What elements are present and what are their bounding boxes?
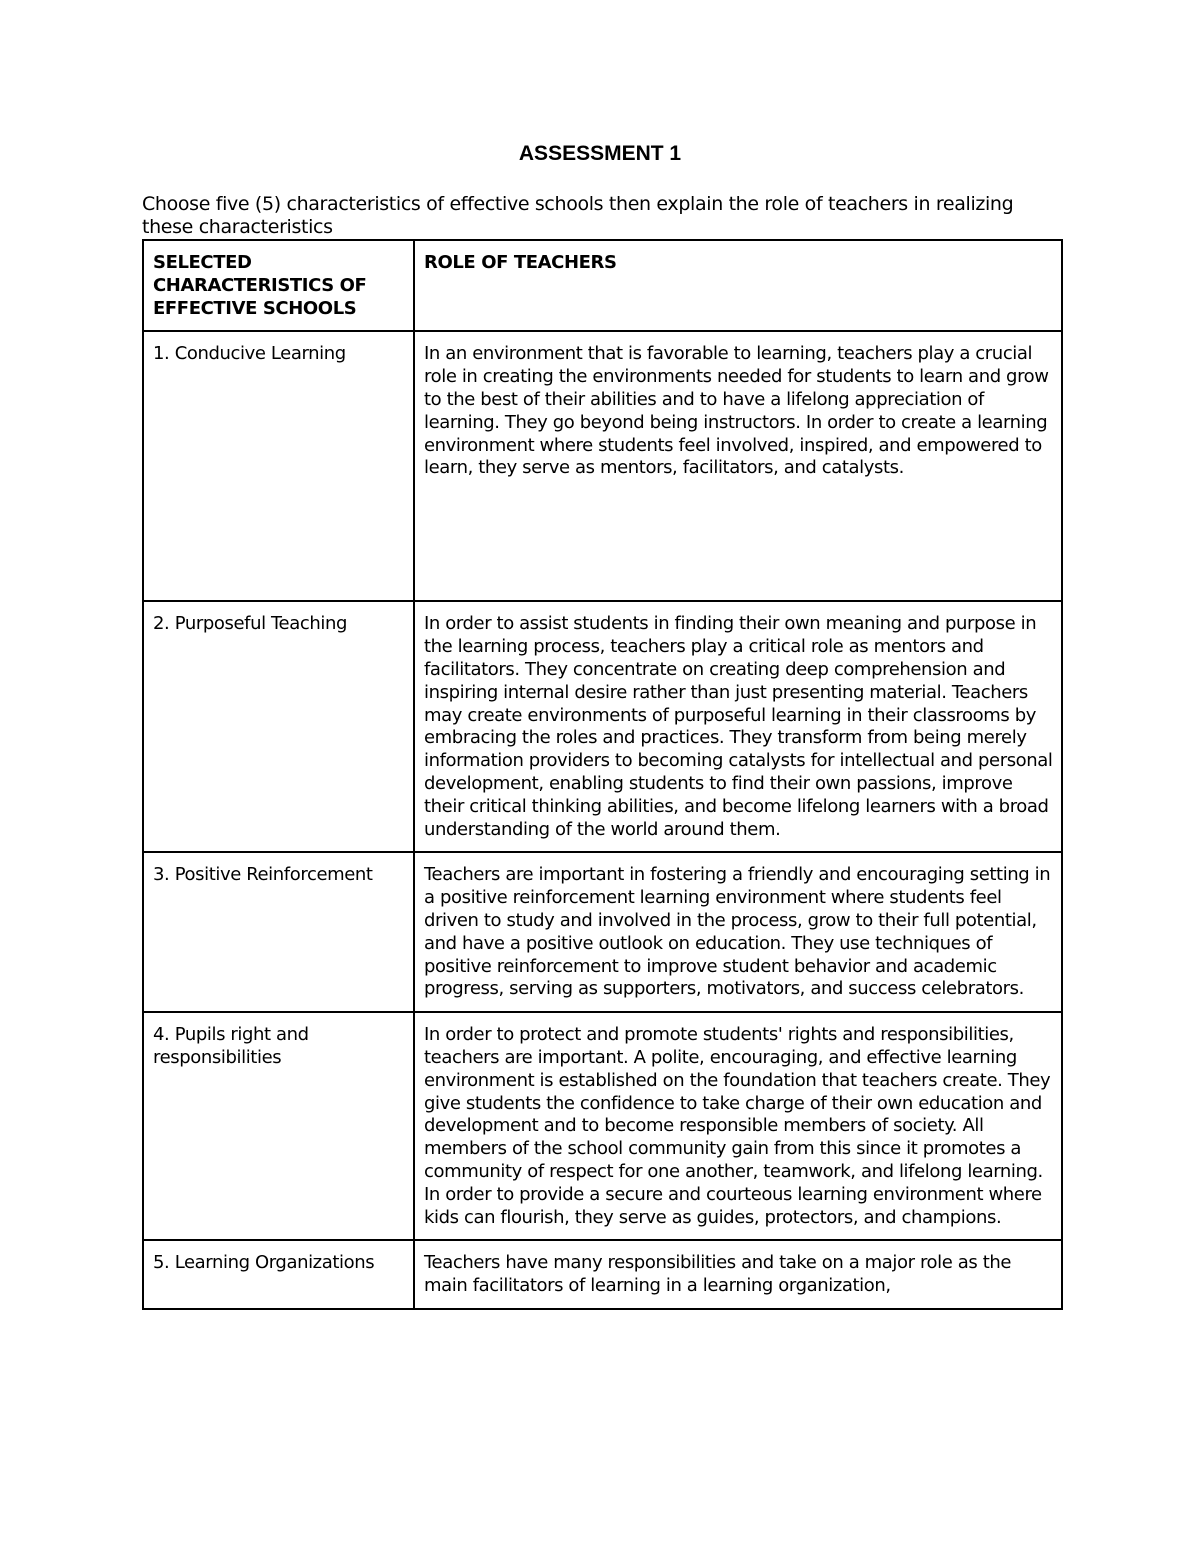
characteristics-table — [142, 239, 1063, 1310]
table-row — [143, 1240, 1062, 1309]
table-row — [143, 852, 1062, 1012]
table-row — [143, 1012, 1062, 1240]
characteristic-cell: 4. Pupils right and responsibilities — [143, 1012, 414, 1240]
role-cell: In order to protect and promote students' rights and responsibilities, teachers are important. A polite, encouraging, and effective learning environment is established on the foundation that teachers create. They give students the confidence to take charge of their own education and development and to become responsible members of society. All members of the school community gain from this since it promotes a community of respect for one another, teamwork, and lifelong learning. In order to provide a secure and courteous learning environment where kids can flourish, they serve as guides, protectors, and champions. — [414, 1012, 1062, 1240]
characteristic-cell: 3. Positive Reinforcement — [143, 852, 414, 1012]
table-header-row — [143, 240, 1062, 331]
characteristic-cell: 2. Purposeful Teaching — [143, 601, 414, 852]
characteristic-cell: 5. Learning Organizations — [143, 1240, 414, 1309]
instructions-text: Choose five (5) characteristics of effective schools then explain the role of teachers in realizing these characteristics — [142, 193, 1014, 238]
header-characteristics: SELECTED CHARACTERISTICS OF EFFECTIVE SCHOOLS — [143, 240, 414, 331]
role-cell: In order to assist students in finding their own meaning and purpose in the learning process, teachers play a critical role as mentors and facilitators. They concentrate on creating deep comprehension and inspiring internal desire rather than just presenting material. Teachers may create environments of purposeful learning in their classrooms by embracing the roles and practices. They transform from being merely information providers to becoming catalysts for intellectual and personal development, enabling students to find their own passions, improve their critical thinking abilities, and become lifelong learners with a broad understanding of the world around them. — [414, 601, 1062, 852]
header-role-of-teachers: ROLE OF TEACHERS — [414, 240, 1062, 331]
page-title: ASSESSMENT 1 — [518, 142, 682, 165]
role-cell: Teachers are important in fostering a friendly and encouraging setting in a positive reinforcement learning environment where students feel driven to study and involved in the process, grow to their full potential, and have a positive outlook on education. They use techniques of positive reinforcement to improve student behavior and academic progress, serving as supporters, motivators, and success celebrators. — [414, 852, 1062, 1012]
table-row — [143, 601, 1062, 852]
role-cell: In an environment that is favorable to learning, teachers play a crucial role in creating the environments needed for students to learn and grow to the best of their abilities and to have a lifelong appreciation of learning. They go beyond being instructors. In order to create a learning environment where students feel involved, inspired, and empowered to learn, they serve as mentors, facilitators, and catalysts. — [414, 331, 1062, 601]
characteristic-cell: 1. Conducive Learning — [143, 331, 414, 601]
table-row — [143, 331, 1062, 601]
role-cell: Teachers have many responsibilities and take on a major role as the main facilitators of learning in a learning organization, — [414, 1240, 1062, 1309]
